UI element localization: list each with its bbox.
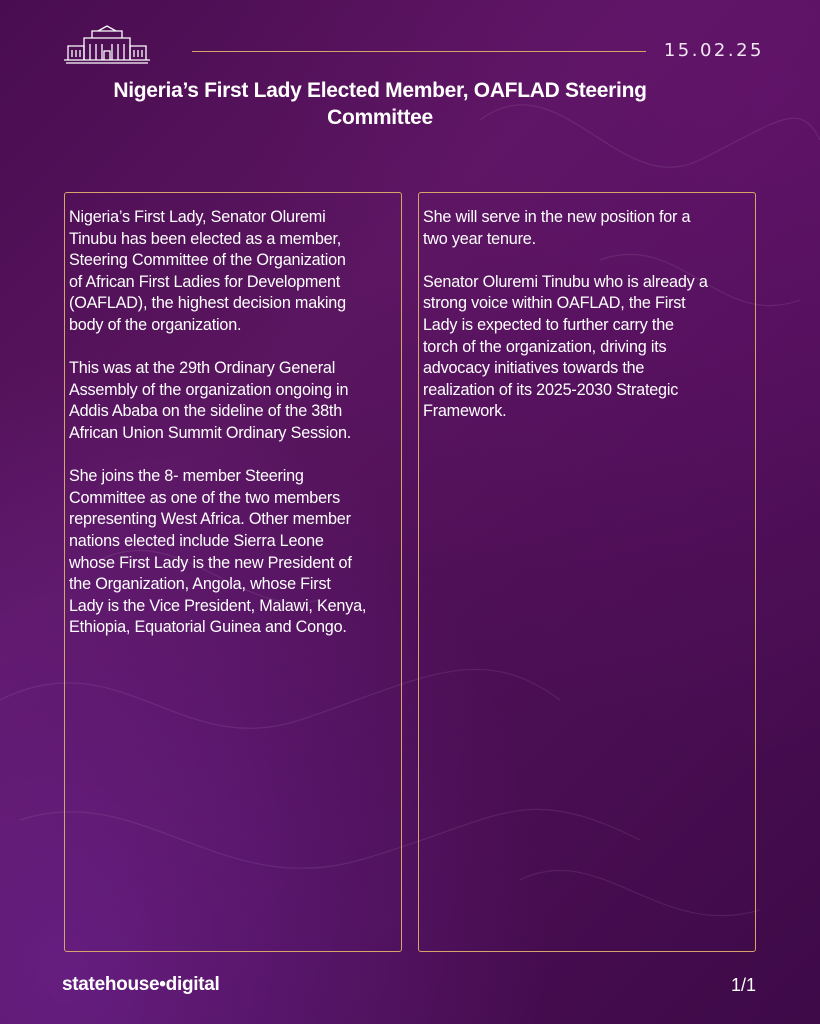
article-title: Nigeria’s First Lady Elected Member, OAFLAD Steering Committee [113, 79, 647, 129]
paragraph: This was at the 29th Ordinary General Assembly of the organization ongoing in Addis Ababa on the sideline of the 38th African Union Summit Ordinary Session. [69, 359, 352, 442]
statehouse-building-icon [62, 24, 152, 66]
post-date: 15.02.25 [663, 40, 764, 61]
page-indicator: 1/1 [730, 975, 756, 995]
paragraph: Nigeria’s First Lady, Senator Oluremi Tinubu has been elected as a member, Steering Committee of the Organization of African First Ladies for Development (OAFLAD), the highest decision making body of the organization. [69, 208, 346, 334]
header-divider [192, 51, 646, 52]
paragraph: Senator Oluremi Tinubu who is already a strong voice within OAFLAD, the First Lady is expected to further carry the torch of the organization, driving its advocacy initiatives towards the realization of its 2025-2030 Strategic Framework. [423, 272, 708, 421]
paragraph: She will serve in the new position for a two year tenure. [423, 208, 691, 248]
right-text-panel [418, 192, 756, 952]
brand-name: statehouse•digital [62, 974, 220, 995]
left-text-panel [64, 192, 402, 952]
paragraph: She joins the 8- member Steering Committee as one of the two members representing West Africa. Other member nations elected include Sierra Leone whose First Lady is the new President of the Organization, Angola, whose First Lady is the Vice President, Malawi, Kenya, Ethiopia, Equatorial Guinea and Congo. [69, 467, 367, 637]
